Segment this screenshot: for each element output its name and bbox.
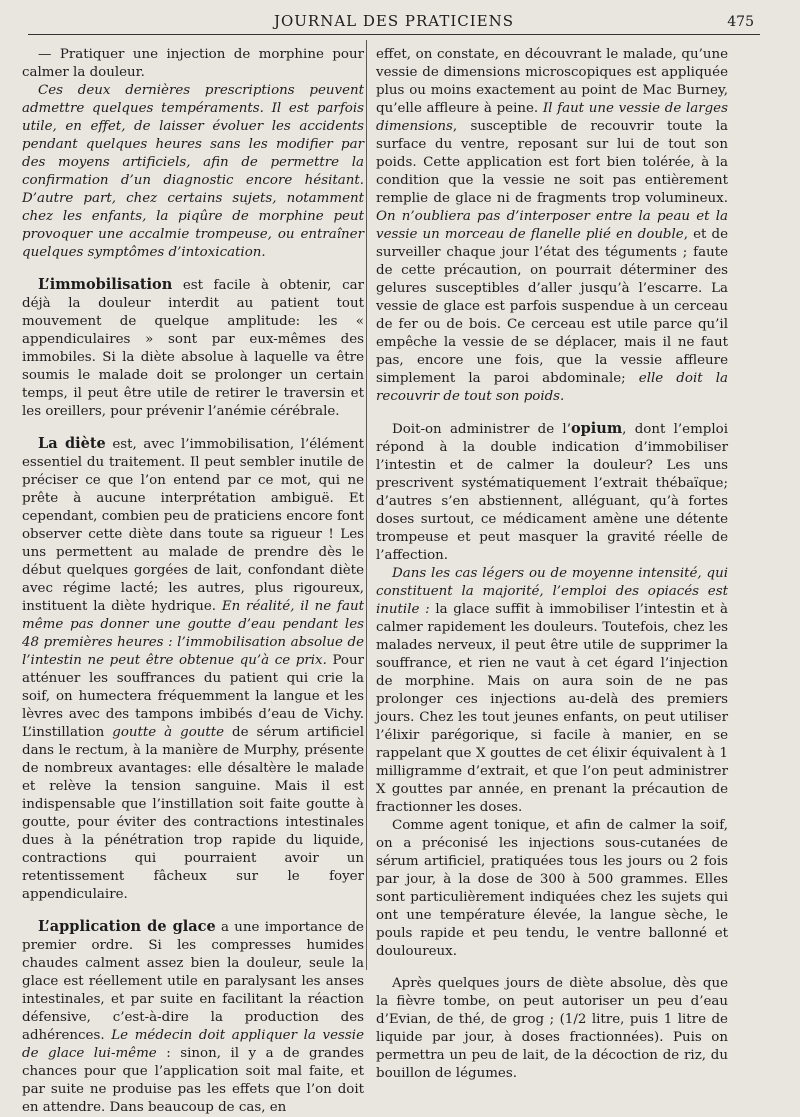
text-vessie-italic: Il faut une vessie de larges dimensions xyxy=(376,101,728,134)
text-goutte: goutte à goutte xyxy=(112,725,225,740)
text-diete-italic: En réalité, il ne faut même pas donner une goutte d’eau pendant les 48 premières heures : l’immobilisation absolue de l’intestin ne peut être obtenue qu’à ce prix. xyxy=(22,599,364,668)
journal-title: JOURNAL DES PRATICIENS xyxy=(273,12,515,30)
text-flanelle: On n’oubliera pas d’interposer entre la peau et la vessie un morceau de flanelle plié en double xyxy=(376,209,728,242)
paragraph-temperaments: Ces deux dernières prescriptions peuvent admettre quelques tempéraments. Il est parfois utile, en effet, de laisser évoluer les accidents pendant quelques heures sans les modifier par des moyens artificiels, afin de permettre la confirmation d’un diagnostic encore hésitant. D’autre part, chez certains sujets, notamment chez les enfants, la piqûre de morphine peut provoquer une accalmie trompeuse, ou entraîner quelques symptômes d’intoxication. xyxy=(22,83,364,260)
paragraph-morphine: — Pratiquer une injection de morphine pour calmer la douleur. xyxy=(22,47,364,80)
text-recouvrir: elle doit la recouvrir de tout son poids. xyxy=(376,371,728,404)
text-glace-italic: Le médecin doit appliquer la vessie de glace lui-même xyxy=(22,1028,364,1061)
page-number: 475 xyxy=(727,14,754,30)
text-vessie-a: effet, on constate, en découvrant le malade, qu’une vessie de dimensions microscopiques est appliquée plus ou moins exactement au point de Mac Burney, qu’elle affleure à peine. xyxy=(376,47,728,116)
paragraph-diete xyxy=(22,435,364,904)
paragraph-agent-tonique: Comme agent tonique, et afin de calmer la soif, on a préconisé les injections sous-cutanées de sérum artificiel, pratiquées tous les jours ou 2 fois par jour, à la dose de 300 à 500 grammes. Elles sont particulièrement indiquées chez les sujets qui ont une température élevée, la langue sèche, le pouls rapide et peu tendu, le ventre ballonné et douloureux. xyxy=(376,818,728,959)
text-glace-a: a une importance de premier ordre. Si les compresses humides chaudes calment assez bien la douleur, seule la glace est réellement utile en paralysant les anses intestinales, et par suite en facilitant la réaction défensive, c’est-à-dire la production des adhérences. xyxy=(22,920,364,1043)
paragraph-glace xyxy=(22,918,364,1117)
paragraph-cas-legers xyxy=(376,565,728,817)
left-column xyxy=(22,46,364,1117)
text-opium-a: Doit-on administrer de l’ xyxy=(392,422,571,437)
heading-opium: opium xyxy=(570,420,623,437)
text-immobilisation: est facile à obtenir, car déjà la douleur interdit au patient tout mouvement de quelque amplitude: les « appendiculaires » sont par eux-mêmes des immobiles. Si la diète absolue à laquelle va être soumis le malade doit se prolonger un certain temps, il peut être utile de retirer le traversin et les oreillers, pour prévenir l’anémie cérébrale. xyxy=(22,278,364,419)
text-glace-b: : sinon, il y a de grandes chances pour que l’application soit mal faite, et par suite ne produise pas les effets que l’on doit en attendre. Dans beaucoup de cas, en xyxy=(22,1046,364,1115)
paragraph-apres-diete: Après quelques jours de diète absolue, dès que la fièvre tombe, on peut autoriser un peu d’eau d’Evian, de thé, de grog ; (1/2 litre, puis 1 litre de liquide par jour, à doses fractionnées). Puis on permettra un peu de lait, de la décoction de riz, du bouillon de légumes. xyxy=(376,976,728,1081)
text-diete-c: de sérum artificiel dans le rectum, à la manière de Murphy, présente de nombreux avantages: elle désaltère le malade et relève la tension sanguine. Mais il est indispensable que l’instillation soit faite goutte à goutte, pour éviter des contractions intestinales dues à la pénétration trop rapide du liquide, contractions qui pourraient avoir un retentissement fâcheux sur le foyer appendiculaire. xyxy=(22,725,364,902)
text-diete-a: est, avec l’immobilisation, l’élément essentiel du traitement. Il peut sembler inutile de préciser ce que l’on entend par ce mot, qui ne prête à aucune interprétation ambiguë. Et cependant, combien peu de praticiens encore font observer cette diète dans toute sa rigueur ! Les uns permettent au malade de prendre dès le début quelques gorgées de lait, confondant diète avec régime lacté; les autres, plus rigoureux, instituent la diète hydrique. xyxy=(22,437,365,614)
paragraph-immobilisation xyxy=(22,276,364,421)
text-opium-b: , dont l’emploi répond à la double indication d’immobiliser l’intestin et de calmer la douleur? Les uns prescrivent systématiquement l’extrait thébaïque; d’autres s’en abstiennent, alléguant, qu’à fortes doses surtout, ce médicament amène une détente trompeuse et peut masquer la gravité réelle de l’affection. xyxy=(376,422,728,563)
paragraph-opium xyxy=(376,420,728,565)
heading-diete: La diète xyxy=(38,435,106,452)
text-vessie-b: , susceptible de recouvrir toute la surface du ventre, reposant sur lui de tout son poids. Cette application est fort bien tolérée, à la condition que la vessie ne soit pas entièrement remplie de glace ni de fragments trop volumineux. xyxy=(376,119,728,206)
heading-immobilisation: L’immobilisation xyxy=(38,276,173,293)
text-diete-b: Pour atténuer les souffrances du patient qui crie la soif, on humectera fréquemment la langue et les lèvres avec des tampons imbibés d’eau de Vichy. L’instillation xyxy=(22,653,364,740)
column-divider xyxy=(366,40,367,970)
text-cas-legers-italic: Dans les cas légers ou de moyenne intensité, qui constituent la majorité, l’emploi des opiacés est inutile : xyxy=(376,566,728,617)
text-vessie-c: , et de surveiller chaque jour l’état des téguments ; faute de cette précaution, on pourrait déterminer des gelures susceptibles d’aller jusqu’à l’escarre. La vessie de glace est parfois suspendue à un cerceau de fer ou de bois. Ce cerceau est utile parce qu’il empêche la vessie de se déplacer, mais il ne faut pas, encore une fois, que la vessie affleure simplement la paroi abdominale; xyxy=(376,227,728,386)
paragraph-vessie xyxy=(376,46,728,406)
right-column xyxy=(376,46,728,1083)
heading-glace: L’application de glace xyxy=(38,918,216,935)
text-cas-legers: la glace suffit à immobiliser l’intestin et à calmer rapidement les douleurs. Toutefois, chez les malades nerveux, il peut être utile de supprimer la souffrance, et rien ne vaut à cet égard l’injection de morphine. Mais on aura soin de ne pas prolonger ces injections au-delà des premiers jours. Chez les tout jeunes enfants, on peut utiliser l’élixir parégorique, si facile à manier, en se rappelant que X gouttes de cet élixir équivalent à 1 milligramme d’extrait, et que l’on peut administrer X gouttes par année, en prenant la précaution de fractionner les doses. xyxy=(376,602,729,815)
running-header xyxy=(28,10,760,35)
